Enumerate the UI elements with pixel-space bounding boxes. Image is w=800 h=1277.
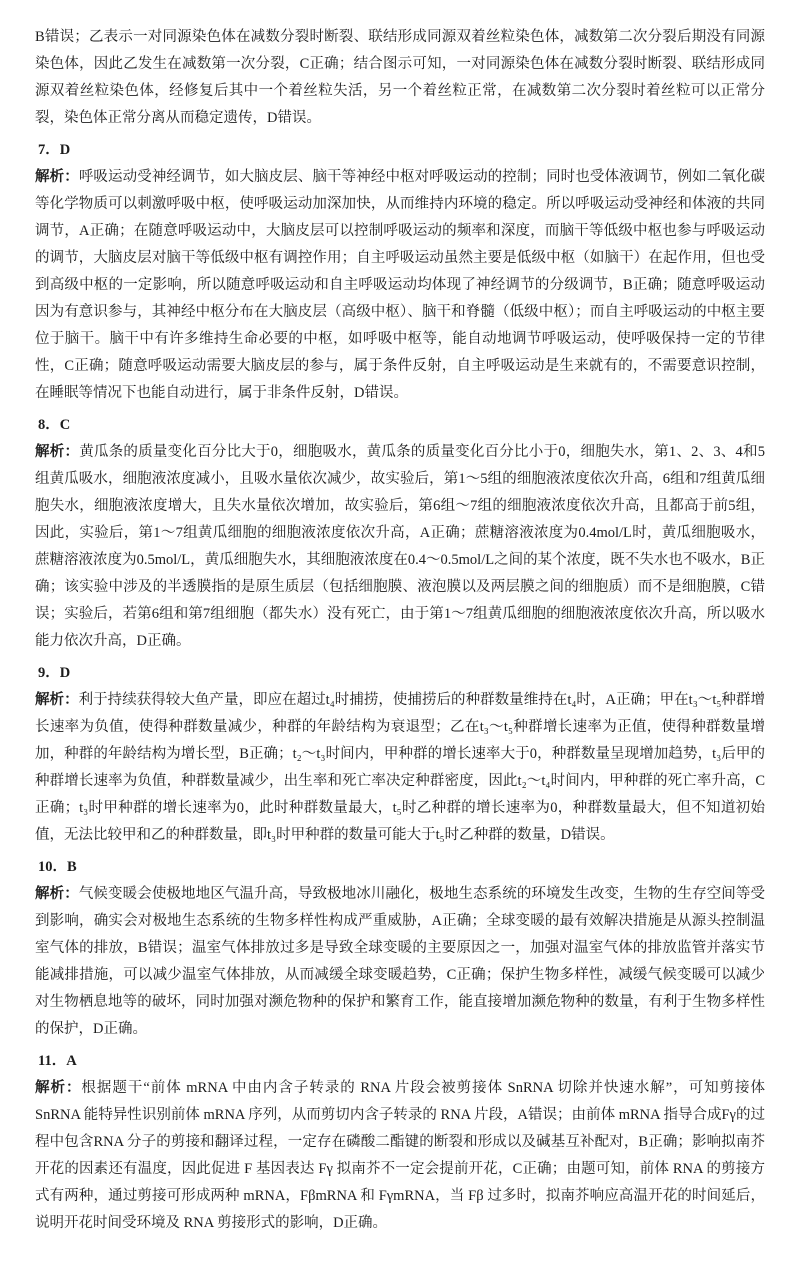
analysis-text: 黄瓜条的质量变化百分比大于0，细胞吸水，黄瓜条的质量变化百分比小于0，细胞失水，第1、2、3、4和5组黄瓜吸水，细胞液浓度减小，且吸水量依次减少，故实验后，第1～5组的细胞液浓度依次升高，6组和7组黄瓜细胞失水，细胞液浓度增大，且失水量依次增加，故实验后，第6组～7组的细胞液浓度依次升高，且都高于前5组，因此，实验后，第1～7组黄瓜细胞的细胞液浓度依次升高，A正确；蔗糖溶液浓度为0.4mol/L时，黄瓜细胞吸水，蔗糖溶液浓度为0.5mol/L，黄瓜细胞失水，其细胞液浓度在0.4～0.5mol/L之间的某个浓度，既不失水也不吸水，B正确；该实验中涉及的半透膜指的是原生质层（包括细胞膜、液泡膜以及两层膜之间的细胞质）而不是细胞膜，C错误；实验后，若第6组和第7组细胞（都失水）没有死亡，由于第1～7组黄瓜细胞的细胞液浓度依次升高，所以吸水能力依次升高，D正确。 xyxy=(35,444,766,649)
analysis-label: 解析： xyxy=(35,886,79,902)
answer-heading-11: 11．A xyxy=(38,1053,77,1069)
analysis-label: 解析： xyxy=(35,444,80,460)
answer-section-11 xyxy=(35,1048,765,1237)
answer-section-7 xyxy=(35,137,765,407)
analysis-paragraph-11 xyxy=(35,1075,765,1237)
answer-section-9 xyxy=(35,660,765,849)
analysis-text: 气候变暖会使极地地区气温升高，导致极地冰川融化，极地生态系统的环境发生改变，生物的生存空间等受到影响，确实会对极地生态系统的生物多样性构成严重威胁，A正确；全球变暖的最有效解决措施是从源头控制温室气体的排放，B错误；温室气体排放过多是导致全球变暖的主要原因之一，加强对温室气体的排放监管并落实节能减排措施，可以减少温室气体排放，从而减缓全球变暖趋势，C正确；保护生物多样性，减缓气候变暖可以减少对生物栖息地等的破坏，同时加强对濒危物种的保护和繁育工作，能直接增加濒危物种的数量，有利于生物多样性的保护，D正确。 xyxy=(35,886,766,1037)
answer-heading-8: 8．C xyxy=(38,417,71,433)
answer-heading-7: 7．D xyxy=(38,142,71,158)
analysis-text: 呼吸运动受神经调节，如大脑皮层、脑干等神经中枢对呼吸运动的控制；同时也受体液调节，例如二氧化碳等化学物质可以刺激呼吸中枢，使呼吸运动加深加快，从而维持内环境的稳定。所以呼吸运动受神经和体液的共同调节，A正确；在随意呼吸运动中，大脑皮层可以控制呼吸运动的频率和深度，而脑干等低级中枢也参与呼吸运动的调节，大脑皮层对脑干等低级中枢有调控作用；自主呼吸运动虽然主要是低级中枢（如脑干）在起作用，但也受到高级中枢的一定影响，所以随意呼吸运动和自主呼吸运动均体现了神经调节的分级调节，B正确；随意呼吸运动因为有意识参与，其神经中枢分布在大脑皮层（高级中枢）、脑干和脊髓（低级中枢）；而自主呼吸运动的中枢主要位于脑干。脑干中有许多维持生命必要的中枢，如呼吸中枢等，能自动地调节呼吸运动，使呼吸保持一定的节律性，C正确；随意呼吸运动需要大脑皮层的参与，属于条件反射，自主呼吸运动是生来就有的，不需要意识控制，在睡眠等情况下也能自动进行，属于非条件反射，D错误。 xyxy=(35,169,766,401)
answer-heading-10: 10．B xyxy=(38,859,77,875)
answer-section-8 xyxy=(35,412,765,655)
analysis-text: 利于持续获得较大鱼产量，即应在超过t₄时捕捞，使捕捞后的种群数量维持在t₄时，A正确；甲在t₃～t₅种群增长速率为负值，使得种群数量减少，种群的年龄结构为衰退型；乙在t₃～t₅种群增长速率为正值，使得种群数量增加，种群的年龄结构为增长型，B正确；t₂～t₃时间内，甲种群的增长速率大于0，种群数量呈现增加趋势，t₃后甲的种群增长速率为负值，种群数量减少，出生率和死亡率决定种群密度，因此t₂～t₄时间内，甲种群的死亡率升高，C正确；t₃时甲种群的增长速率为0，此时种群数量最大，t₅时乙种群的增长速率为0，种群数量最大，但不知道初始值，无法比较甲和乙的种群数量，即t₃时甲种群的数量可能大于t₅时乙种群的数量，D错误。 xyxy=(35,692,765,843)
analysis-paragraph-8 xyxy=(35,439,765,655)
analysis-paragraph-10 xyxy=(35,881,765,1043)
analysis-label: 解析： xyxy=(35,169,79,185)
analysis-label: 解析： xyxy=(35,1080,82,1096)
answer-section-10 xyxy=(35,854,765,1043)
analysis-paragraph-9 xyxy=(35,687,765,849)
answer-heading-9: 9．D xyxy=(38,665,71,681)
analysis-paragraph-7 xyxy=(35,164,765,407)
continuation-paragraph: B错误；乙表示一对同源染色体在减数分裂时断裂、联结形成同源双着丝粒染色体，减数第二次分裂后期没有同源染色体，因此乙发生在减数第一次分裂，C正确；结合图示可知，一对同源染色体在减数分裂时断裂、联结形成同源双着丝粒染色体，经修复后其中一个着丝粒失活，另一个着丝粒正常，在减数第二次分裂时着丝粒可以正常分裂，染色体正常分离从而稳定遗传，D错误。 xyxy=(35,29,765,126)
analysis-text: 根据题干“前体 mRNA 中由内含子转录的 RNA 片段会被剪接体 SnRNA 切除并快速水解”，可知剪接体 SnRNA 能特异性识别前体 mRNA 序列，从而剪切内含子转录的 RNA 片段，A错误；由前体 mRNA 指导合成Fγ的过程中包含RNA 分子的剪接和翻译过程，一定存在磷酸二酯键的断裂和形成以及碱基互补配对，B正确；影响拟南芥开花的因素还有温度，因此促进 F 基因表达 Fγ 拟南芥不一定会提前开花，C正确；由题可知，前体 RNA 的剪接方式有两种，通过剪接可形成两种 mRNA，FβmRNA 和 FγmRNA，当 Fβ 过多时，拟南芥响应高温开花的时间延后，说明开花时间受环境及 RNA 剪接形式的影响，D正确。 xyxy=(35,1080,765,1231)
analysis-label: 解析： xyxy=(35,692,79,708)
